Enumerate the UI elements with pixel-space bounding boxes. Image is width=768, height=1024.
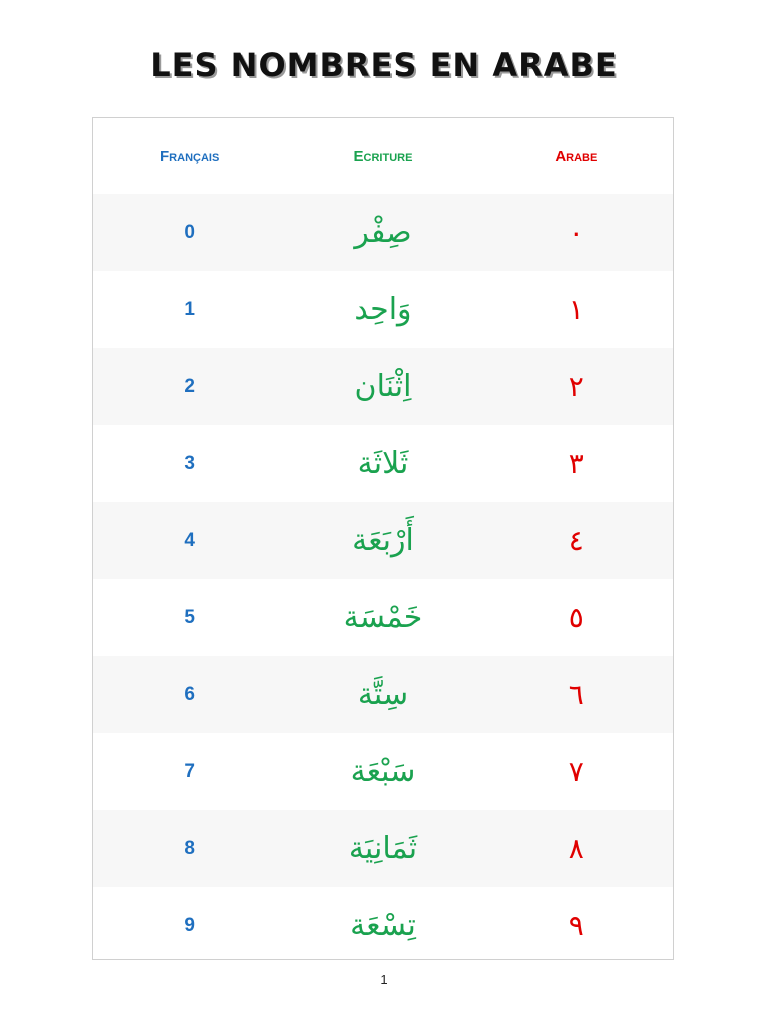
cell-arabe: ٠ bbox=[568, 216, 584, 249]
cell-francais: 4 bbox=[184, 529, 195, 551]
cell-francais: 0 bbox=[184, 221, 195, 243]
cell-ecriture: ثَلاثَة bbox=[357, 446, 409, 481]
table-row bbox=[93, 348, 673, 425]
cell-arabe: ٢ bbox=[568, 370, 584, 403]
cell-francais: 1 bbox=[184, 298, 195, 320]
cell-ecriture: خَمْسَة bbox=[343, 600, 423, 635]
cell-arabe: ١ bbox=[568, 293, 584, 326]
table-row bbox=[93, 579, 673, 656]
cell-francais: 2 bbox=[184, 375, 195, 397]
cell-francais: 7 bbox=[184, 760, 195, 782]
header-arabe: Arabe bbox=[555, 147, 598, 165]
page-title: LES NOMBRES EN ARABE bbox=[150, 46, 618, 84]
table-row bbox=[93, 194, 673, 271]
numbers-table bbox=[92, 117, 674, 960]
table-row bbox=[93, 810, 673, 887]
table-row bbox=[93, 733, 673, 810]
cell-ecriture: اِثْنَان bbox=[354, 369, 412, 404]
cell-arabe: ٥ bbox=[568, 601, 584, 634]
cell-francais: 8 bbox=[184, 837, 195, 859]
cell-ecriture: صِفْر bbox=[354, 215, 412, 250]
table-body bbox=[93, 194, 673, 964]
cell-francais: 9 bbox=[184, 914, 195, 936]
cell-francais: 3 bbox=[184, 452, 195, 474]
cell-arabe: ٤ bbox=[568, 524, 584, 557]
table-row bbox=[93, 887, 673, 964]
table-header-row bbox=[93, 118, 673, 194]
cell-ecriture: سِتَّة bbox=[357, 677, 409, 712]
cell-ecriture: أَرْبَعَة bbox=[352, 523, 414, 558]
cell-ecriture: تِسْعَة bbox=[350, 908, 416, 943]
cell-arabe: ٩ bbox=[568, 909, 584, 942]
header-ecriture: Ecriture bbox=[353, 147, 413, 165]
cell-francais: 6 bbox=[184, 683, 195, 705]
cell-francais: 5 bbox=[184, 606, 195, 628]
cell-arabe: ٣ bbox=[568, 447, 584, 480]
cell-arabe: ٧ bbox=[568, 755, 584, 788]
table-row bbox=[93, 502, 673, 579]
table-row bbox=[93, 271, 673, 348]
cell-ecriture: ثَمَانِيَة bbox=[348, 831, 418, 866]
cell-ecriture: وَاحِد bbox=[354, 292, 412, 327]
cell-arabe: ٦ bbox=[568, 678, 584, 711]
table-row bbox=[93, 656, 673, 733]
page-number: 1 bbox=[380, 972, 388, 987]
cell-arabe: ٨ bbox=[568, 832, 584, 865]
cell-ecriture: سَبْعَة bbox=[350, 754, 416, 789]
header-francais: Français bbox=[160, 147, 220, 165]
table-row bbox=[93, 425, 673, 502]
